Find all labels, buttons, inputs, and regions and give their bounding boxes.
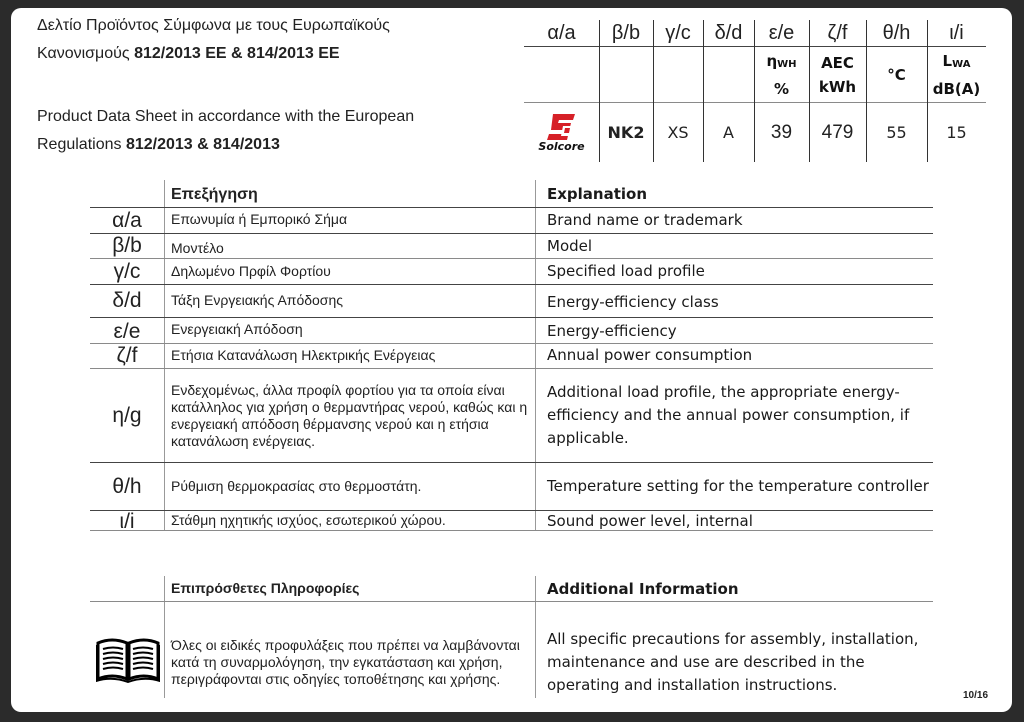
row-greek: Ρύθμιση θερμοκρασίας στο θερμοστάτη. — [171, 478, 422, 494]
row-greek: Μοντέλο — [171, 240, 224, 256]
additional-info-greek: Όλες οι ειδικές προφυλάξεις που πρέπει να λαμβάνονται κατά τη συναρμολόγηση, την εγκατάσταση και χρήση, περιγράφονται στις οδηγίες τοποθέτησης και χρήσης. — [171, 636, 520, 687]
explanation-header-greek: Επεξήγηση — [171, 186, 258, 203]
row-key: θ/h — [112, 474, 142, 498]
col-key-b: β/b — [611, 21, 641, 44]
row-english: Energy-efficiency — [547, 321, 677, 340]
value-temperature: 55 — [886, 123, 907, 142]
col-key-f: ζ/f — [827, 21, 848, 44]
row-key: ε/e — [113, 320, 141, 343]
row-english: Sound power level, internal — [547, 511, 753, 530]
value-load-profile: XS — [667, 123, 689, 142]
open-book-icon — [96, 635, 160, 683]
page-number: 10/16 — [963, 690, 989, 701]
row-english: Specified load profile — [547, 262, 705, 280]
col-key-e: ε/e — [768, 21, 795, 44]
unit-efficiency: $\eta_{WH}$ % — [766, 51, 797, 98]
additional-info-header-greek: Επιπρόσθετες Πληροφορίες — [171, 579, 360, 596]
divider — [164, 576, 165, 698]
title-greek-line1: Δελτίο Προϊόντος Σύμφωνα με τους Ευρωπαϊκούς — [37, 17, 390, 34]
data-sheet-page — [11, 8, 1012, 712]
additional-info-english: All specific precautions for assembly, installation, maintenance and use are described in the operating and installation instructions. — [547, 629, 919, 694]
value-sound: 15 — [946, 123, 967, 142]
title-english-line1: Product Data Sheet in accordance with the European — [37, 108, 415, 125]
row-greek: Ετήσια Κατανάλωση Ηλεκτρικής Ενέργειας — [171, 347, 436, 363]
row-key: η/g — [112, 403, 142, 427]
row-greek: Επωνυμία ή Εμπορικό Σήμα — [171, 210, 348, 227]
row-english: Brand name or trademark — [547, 211, 743, 229]
row-greek: Ενεργειακή Απόδοση — [171, 321, 303, 337]
row-greek: Δηλωμένο Πρφίλ Φορτίου — [171, 263, 331, 279]
unit-sound: $L_{WA}$ dB(A) — [932, 51, 981, 98]
row-key: β/b — [112, 233, 142, 257]
explanation-header-english: Explanation — [547, 185, 648, 203]
row-key: ι/i — [119, 510, 135, 533]
row-english: Model — [547, 237, 593, 255]
value-model: NK2 — [607, 123, 645, 142]
row-english: Temperature setting for the temperature controller — [547, 477, 929, 495]
title-greek-line2: Κανονισμούς 812/2013 ΕΕ & 814/2013 ΕΕ — [37, 45, 340, 62]
col-key-h: θ/h — [882, 21, 911, 44]
row-key: δ/d — [112, 289, 142, 312]
additional-info-section — [11, 8, 1012, 712]
col-key-d: δ/d — [714, 21, 743, 44]
unit-temperature: °C — [887, 65, 906, 84]
row-english: Additional load profile, the appropriate energy-efficiency and the annual power consumption, if applicable. — [547, 383, 910, 447]
unit-aec: AEC kWh — [818, 53, 857, 96]
row-greek: Ενδεχομένως, άλλα προφίλ φορτίου για τα οποία είναι κατάλληλος για χρήση ο θερμαντήρας νερού, καθώς και η ενεργειακή απόδοση θέρμανσης νερού και η ετήσια κατανάλωση ενέργειας. — [171, 381, 528, 449]
value-efficiency-class: A — [723, 123, 734, 142]
row-key: γ/c — [113, 259, 141, 283]
value-efficiency: 39 — [770, 121, 793, 143]
row-greek: Στάθμη ηχητικής ισχύος, εσωτερικού χώρου. — [171, 511, 446, 528]
title-english-line2: Regulations 812/2013 & 814/2013 — [37, 136, 280, 153]
row-english: Annual power consumption — [547, 346, 753, 364]
row-key: α/a — [112, 208, 142, 232]
row-key: ζ/f — [116, 343, 138, 367]
col-key-c: γ/c — [665, 21, 691, 44]
col-key-a: α/a — [547, 21, 576, 44]
additional-info-header-english: Additional Information — [547, 580, 739, 598]
value-aec: 479 — [821, 121, 854, 143]
row-greek: Τάξη Ενργειακής Απόδοσης — [171, 291, 343, 308]
row-english: Energy-efficiency class — [547, 292, 719, 311]
col-key-i: ι/i — [949, 21, 964, 44]
brand-name: Solcore — [538, 140, 585, 153]
